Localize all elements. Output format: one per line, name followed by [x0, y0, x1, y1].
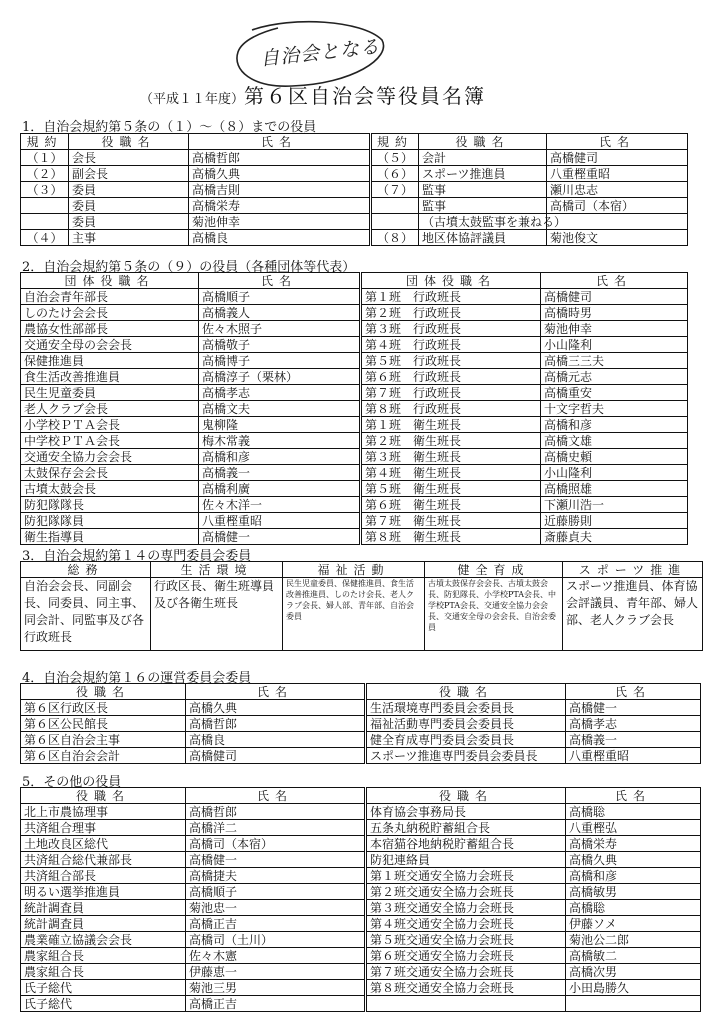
table-cell: 高橋健一 — [186, 852, 366, 868]
table-cell: 地区体協評議員 — [419, 230, 547, 246]
table-cell: 第４班 衛生班長 — [361, 465, 541, 481]
table-cell: 高橋吉則 — [189, 182, 371, 198]
table-cell: 農協女性部部長 — [21, 321, 199, 337]
table-row — [21, 900, 701, 916]
column-header: 氏名 — [566, 684, 701, 700]
table-cell: 第１班 衛生班長 — [361, 417, 541, 433]
table-cell: 高橋司（本宿） — [186, 836, 366, 852]
table-cell — [371, 214, 419, 230]
section3-header-row — [21, 562, 703, 578]
table-cell: 高橋敏二 — [566, 948, 701, 964]
table-cell: スポーツ推進員 — [419, 166, 547, 182]
section1-header-row — [21, 134, 688, 150]
table-row — [21, 337, 688, 353]
table-cell: （５） — [371, 150, 419, 166]
table-cell: 第３班 行政班長 — [361, 321, 541, 337]
table-cell: 北上市農協理事 — [21, 804, 186, 820]
section3-heading: 3．自治会規約第１４の専門委員会委員 — [22, 549, 252, 564]
table-row — [21, 289, 688, 305]
table-cell — [21, 214, 69, 230]
table-cell: しのたけ会会長 — [21, 305, 199, 321]
table-cell: 第２班 衛生班長 — [361, 433, 541, 449]
column-header: 氏名 — [189, 134, 371, 150]
table-cell: 衛生指導員 — [21, 529, 199, 545]
table-cell: 八重樫弘 — [566, 820, 701, 836]
table-cell: 民生児童委員 — [21, 385, 199, 401]
section2-header-row — [21, 273, 688, 289]
table-cell: 梅木常義 — [199, 433, 361, 449]
table-cell: 氏子総代 — [21, 980, 186, 996]
table-row — [21, 996, 701, 1012]
table-cell: 健全育成専門委員会委員長 — [366, 732, 566, 748]
section3-table — [20, 561, 703, 651]
table-cell: 菊池公二郎 — [566, 932, 701, 948]
committee-members: 古墳太鼓保存会会長、古墳太鼓会長、防犯隊長、小学校PTA会長、中学校PTA会長、交通安全協力会会長、交通安全母の会会長、自治会委員 — [425, 578, 563, 651]
table-cell: 高橋和彦 — [541, 417, 688, 433]
table-cell: スポーツ推進専門委員会委員長 — [366, 748, 566, 764]
table-row — [21, 932, 701, 948]
table-cell: （１） — [21, 150, 69, 166]
committee-members: 民生児童委員、保健推進員、食生活改善推進員、しのたけ会長、老人クラブ会長、婦人部、青年部、自治会委員 — [283, 578, 425, 651]
table-cell: 菊池伸幸 — [541, 321, 688, 337]
table-row — [21, 150, 688, 166]
table-cell: 第５班 衛生班長 — [361, 481, 541, 497]
table-cell: （２） — [21, 166, 69, 182]
table-cell: 第２班 行政班長 — [361, 305, 541, 321]
table-cell: 高橋司（本宿） — [547, 198, 688, 214]
table-cell: 高橋正吉 — [186, 996, 366, 1012]
column-header: 役職名 — [366, 684, 566, 700]
table-cell: 高橋重安 — [541, 385, 688, 401]
table-cell: 高橋正吉 — [186, 916, 366, 932]
table-cell: 八重樫重昭 — [199, 513, 361, 529]
table-cell: 食生活改善推進員 — [21, 369, 199, 385]
column-header: 氏名 — [199, 273, 361, 289]
table-cell: 防犯連絡員 — [366, 852, 566, 868]
column-header: 団体役職名 — [361, 273, 541, 289]
table-cell: 高橋健一 — [199, 529, 361, 545]
table-cell: 高橋元志 — [541, 369, 688, 385]
column-header: 氏名 — [547, 134, 688, 150]
table-cell — [566, 996, 701, 1012]
table-cell: 高橋聡 — [566, 804, 701, 820]
table-cell: 主事 — [69, 230, 189, 246]
table-cell: 体育協会事務局長 — [366, 804, 566, 820]
table-cell: 土地改良区総代 — [21, 836, 186, 852]
table-cell: 高橋順子 — [186, 884, 366, 900]
table-cell: 中学校ＰＴＡ会長 — [21, 433, 199, 449]
table-cell: 伊藤恵一 — [186, 964, 366, 980]
table-row — [21, 481, 688, 497]
table-cell: 高橋健一 — [566, 700, 701, 716]
table-cell: 生活環境専門委員会委員長 — [366, 700, 566, 716]
table-cell: 佐々木照子 — [199, 321, 361, 337]
table-cell: 委員 — [69, 198, 189, 214]
table-cell: 瀬川忠志 — [547, 182, 688, 198]
table-cell: 農業確立協議会会長 — [21, 932, 186, 948]
table-row — [21, 465, 688, 481]
table-row — [21, 182, 688, 198]
table-cell: 第６区自治会主事 — [21, 732, 186, 748]
table-cell — [21, 198, 69, 214]
table-cell: 第２班交通安全協力会班長 — [366, 884, 566, 900]
table-row — [21, 732, 701, 748]
table-row — [21, 305, 688, 321]
column-header: 氏名 — [541, 273, 688, 289]
table-row — [21, 417, 688, 433]
table-cell: 高橋良 — [189, 230, 371, 246]
table-cell: 高橋久典 — [186, 700, 366, 716]
table-cell: 第６区公民館長 — [21, 716, 186, 732]
column-header: スポーツ推進 — [563, 562, 703, 578]
table-cell: 高橋哲郎 — [186, 716, 366, 732]
section4-heading: 4．自治会規約第１６の運営委員会委員 — [22, 671, 252, 686]
column-header: 役職名 — [366, 788, 566, 804]
table-cell: 高橋利廣 — [199, 481, 361, 497]
table-cell: 高橋健司 — [547, 150, 688, 166]
section5-table — [20, 787, 701, 1012]
table-cell: 高橋哲郎 — [189, 150, 371, 166]
table-cell: 第７班 行政班長 — [361, 385, 541, 401]
table-row — [21, 820, 701, 836]
table-cell — [547, 214, 688, 230]
table-cell: 高橋洋二 — [186, 820, 366, 836]
table-cell: 高橋捷夫 — [186, 868, 366, 884]
table-cell: 高橋聡 — [566, 900, 701, 916]
table-cell: 高橋栄寿 — [189, 198, 371, 214]
table-cell: 副会長 — [69, 166, 189, 182]
table-cell: 小山隆利 — [541, 337, 688, 353]
committee-members: 自治会会長、同副会長、同委員、同主事、同会計、同監事及び各行政班長 — [21, 578, 151, 651]
section3-content-row — [21, 578, 703, 651]
section5-heading: 5．その他の役員 — [22, 775, 122, 790]
table-cell: 高橋和彦 — [566, 868, 701, 884]
title-main: 第６区自治会等役員名簿 — [244, 84, 487, 108]
column-header: 生活環境 — [151, 562, 283, 578]
column-header: 団体役職名 — [21, 273, 199, 289]
column-header: 氏名 — [186, 788, 366, 804]
table-cell: 高橋良 — [186, 732, 366, 748]
table-cell: 八重樫重昭 — [566, 748, 701, 764]
column-header: 役職名 — [21, 788, 186, 804]
table-cell: 農家組合長 — [21, 948, 186, 964]
table-cell: 八重樫重昭 — [547, 166, 688, 182]
table-cell: 第６班交通安全協力会班長 — [366, 948, 566, 964]
table-row — [21, 497, 688, 513]
section4-header-row — [21, 684, 701, 700]
table-cell: 菊池忠一 — [186, 900, 366, 916]
section5-header-row — [21, 788, 701, 804]
table-cell: 伊藤ソメ — [566, 916, 701, 932]
table-cell: 交通安全協力会会長 — [21, 449, 199, 465]
table-cell: 十文字哲夫 — [541, 401, 688, 417]
table-cell: 高橋照雄 — [541, 481, 688, 497]
table-cell: 第８班交通安全協力会班長 — [366, 980, 566, 996]
table-cell: 第６区行政区長 — [21, 700, 186, 716]
table-cell: 小田島勝久 — [566, 980, 701, 996]
table-cell: 高橋和彦 — [199, 449, 361, 465]
table-cell: 第４班交通安全協力会班長 — [366, 916, 566, 932]
section2-heading: 2．自治会規約第５条の（９）の役員（各種団体等代表） — [22, 260, 356, 275]
table-cell: 菊池三男 — [186, 980, 366, 996]
table-cell: 高橋健司 — [541, 289, 688, 305]
table-cell: 本宿猫谷地納税貯蓄組合長 — [366, 836, 566, 852]
table-cell: 鬼柳隆 — [199, 417, 361, 433]
table-row — [21, 836, 701, 852]
table-row — [21, 198, 688, 214]
section2-table — [20, 272, 688, 545]
table-cell: 高橋義一 — [199, 465, 361, 481]
table-row — [21, 385, 688, 401]
table-cell: 小学校ＰＴＡ会長 — [21, 417, 199, 433]
table-cell: 高橋孝志 — [566, 716, 701, 732]
table-cell: 佐々木洋一 — [199, 497, 361, 513]
table-cell: 近藤勝則 — [541, 513, 688, 529]
table-row — [21, 948, 701, 964]
table-cell: 第７班交通安全協力会班長 — [366, 964, 566, 980]
table-cell: 委員 — [69, 214, 189, 230]
table-cell: 自治会青年部長 — [21, 289, 199, 305]
table-cell: 第１班 行政班長 — [361, 289, 541, 305]
table-cell: 高橋淳子（栗林） — [199, 369, 361, 385]
section4-table — [20, 683, 701, 764]
table-cell: 高橋史頼 — [541, 449, 688, 465]
column-header: 規約 — [21, 134, 69, 150]
table-row — [21, 321, 688, 337]
table-row — [21, 401, 688, 417]
table-cell: 高橋時男 — [541, 305, 688, 321]
column-header: 役職名 — [69, 134, 189, 150]
table-cell: （６） — [371, 166, 419, 182]
table-row — [21, 868, 701, 884]
table-cell: 高橋敏男 — [566, 884, 701, 900]
table-row — [21, 230, 688, 246]
table-row — [21, 804, 701, 820]
table-row — [21, 353, 688, 369]
table-cell: 斎藤貞夫 — [541, 529, 688, 545]
table-row — [21, 852, 701, 868]
table-row — [21, 716, 701, 732]
table-cell: 下瀬川浩一 — [541, 497, 688, 513]
title-prefix: （平成１１年度） — [140, 92, 245, 107]
table-row — [21, 166, 688, 182]
table-cell: （４） — [21, 230, 69, 246]
table-cell: 老人クラブ会長 — [21, 401, 199, 417]
table-cell: 共済組合理事 — [21, 820, 186, 836]
table-cell: 委員 — [69, 182, 189, 198]
table-cell: 高橋栄寿 — [566, 836, 701, 852]
table-cell: 高橋司（土川） — [186, 932, 366, 948]
table-cell: 共済組合部長 — [21, 868, 186, 884]
table-cell: 高橋久典 — [566, 852, 701, 868]
column-header: 規約 — [371, 134, 419, 150]
table-cell: 高橋久典 — [189, 166, 371, 182]
table-cell: 高橋次男 — [566, 964, 701, 980]
table-cell: （８） — [371, 230, 419, 246]
table-cell: 第３班 衛生班長 — [361, 449, 541, 465]
table-cell: 会計 — [419, 150, 547, 166]
table-cell: 小山隆利 — [541, 465, 688, 481]
table-cell: 五条丸納税貯蓄組合長 — [366, 820, 566, 836]
table-row — [21, 433, 688, 449]
table-cell: 高橋文夫 — [199, 401, 361, 417]
table-cell: 監事 — [419, 182, 547, 198]
table-cell: 高橋文雄 — [541, 433, 688, 449]
table-cell: 第５班交通安全協力会班長 — [366, 932, 566, 948]
committee-members: スポーツ推進員、体育協会評議員、青年部、婦人部、老人クラブ会長 — [563, 578, 703, 651]
table-cell: 高橋順子 — [199, 289, 361, 305]
table-cell: 高橋孝志 — [199, 385, 361, 401]
handwritten-note: 自治会となる — [232, 18, 390, 92]
table-cell: 農家組合長 — [21, 964, 186, 980]
table-cell: 保健推進員 — [21, 353, 199, 369]
table-cell: 高橋博子 — [199, 353, 361, 369]
table-row — [21, 916, 701, 932]
table-row — [21, 369, 688, 385]
table-cell: 第８班 衛生班長 — [361, 529, 541, 545]
table-cell: 共済組合総代兼部長 — [21, 852, 186, 868]
table-cell: （７） — [371, 182, 419, 198]
table-cell: （古墳太鼓監事を兼ねる） — [419, 214, 547, 230]
table-cell: 第５班 行政班長 — [361, 353, 541, 369]
table-row — [21, 748, 701, 764]
column-header: 総務 — [21, 562, 151, 578]
table-row — [21, 529, 688, 545]
table-row — [21, 214, 688, 230]
table-cell: 第３班交通安全協力会班長 — [366, 900, 566, 916]
table-row — [21, 980, 701, 996]
table-cell: 会長 — [69, 150, 189, 166]
column-header: 氏名 — [186, 684, 366, 700]
table-cell: 第８班 行政班長 — [361, 401, 541, 417]
table-cell: 菊池俊文 — [547, 230, 688, 246]
table-cell: 高橋哲郎 — [186, 804, 366, 820]
column-header: 福祉活動 — [283, 562, 425, 578]
table-cell: 第６班 衛生班長 — [361, 497, 541, 513]
table-cell — [366, 996, 566, 1012]
column-header: 役職名 — [21, 684, 186, 700]
table-cell: 高橋義人 — [199, 305, 361, 321]
table-cell: 太鼓保存会会長 — [21, 465, 199, 481]
table-cell: （３） — [21, 182, 69, 198]
table-cell — [371, 198, 419, 214]
table-cell: 高橋三三夫 — [541, 353, 688, 369]
column-header: 役職名 — [419, 134, 547, 150]
table-row — [21, 964, 701, 980]
table-cell: 明るい選挙推進員 — [21, 884, 186, 900]
table-cell: 第６区自治会会計 — [21, 748, 186, 764]
table-cell: 菊池伸幸 — [189, 214, 371, 230]
table-cell: 交通安全母の会会長 — [21, 337, 199, 353]
table-cell: 統計調査員 — [21, 900, 186, 916]
document-title — [140, 80, 486, 109]
table-cell: 第６班 行政班長 — [361, 369, 541, 385]
table-cell: 高橋義一 — [566, 732, 701, 748]
table-cell: 佐々木憲 — [186, 948, 366, 964]
column-header: 氏名 — [566, 788, 701, 804]
table-cell: 福祉活動専門委員会委員長 — [366, 716, 566, 732]
table-cell: 第７班 衛生班長 — [361, 513, 541, 529]
table-cell: 高橋敬子 — [199, 337, 361, 353]
table-cell: 統計調査員 — [21, 916, 186, 932]
table-cell: 防犯隊隊長 — [21, 497, 199, 513]
table-row — [21, 700, 701, 716]
section1-heading: 1．自治会規約第５条の（１）～（８）までの役員 — [22, 120, 317, 135]
column-header: 健全育成 — [425, 562, 563, 578]
table-row — [21, 449, 688, 465]
table-row — [21, 884, 701, 900]
table-cell: 監事 — [419, 198, 547, 214]
table-cell: 第１班交通安全協力会班長 — [366, 868, 566, 884]
table-cell: 氏子総代 — [21, 996, 186, 1012]
table-row — [21, 513, 688, 529]
table-cell: 第４班 行政班長 — [361, 337, 541, 353]
table-cell: 高橋健司 — [186, 748, 366, 764]
table-cell: 古墳太鼓会長 — [21, 481, 199, 497]
section1-table — [20, 133, 688, 246]
table-cell: 防犯隊隊員 — [21, 513, 199, 529]
committee-members: 行政区長、衛生班導員及び各衛生班長 — [151, 578, 283, 651]
